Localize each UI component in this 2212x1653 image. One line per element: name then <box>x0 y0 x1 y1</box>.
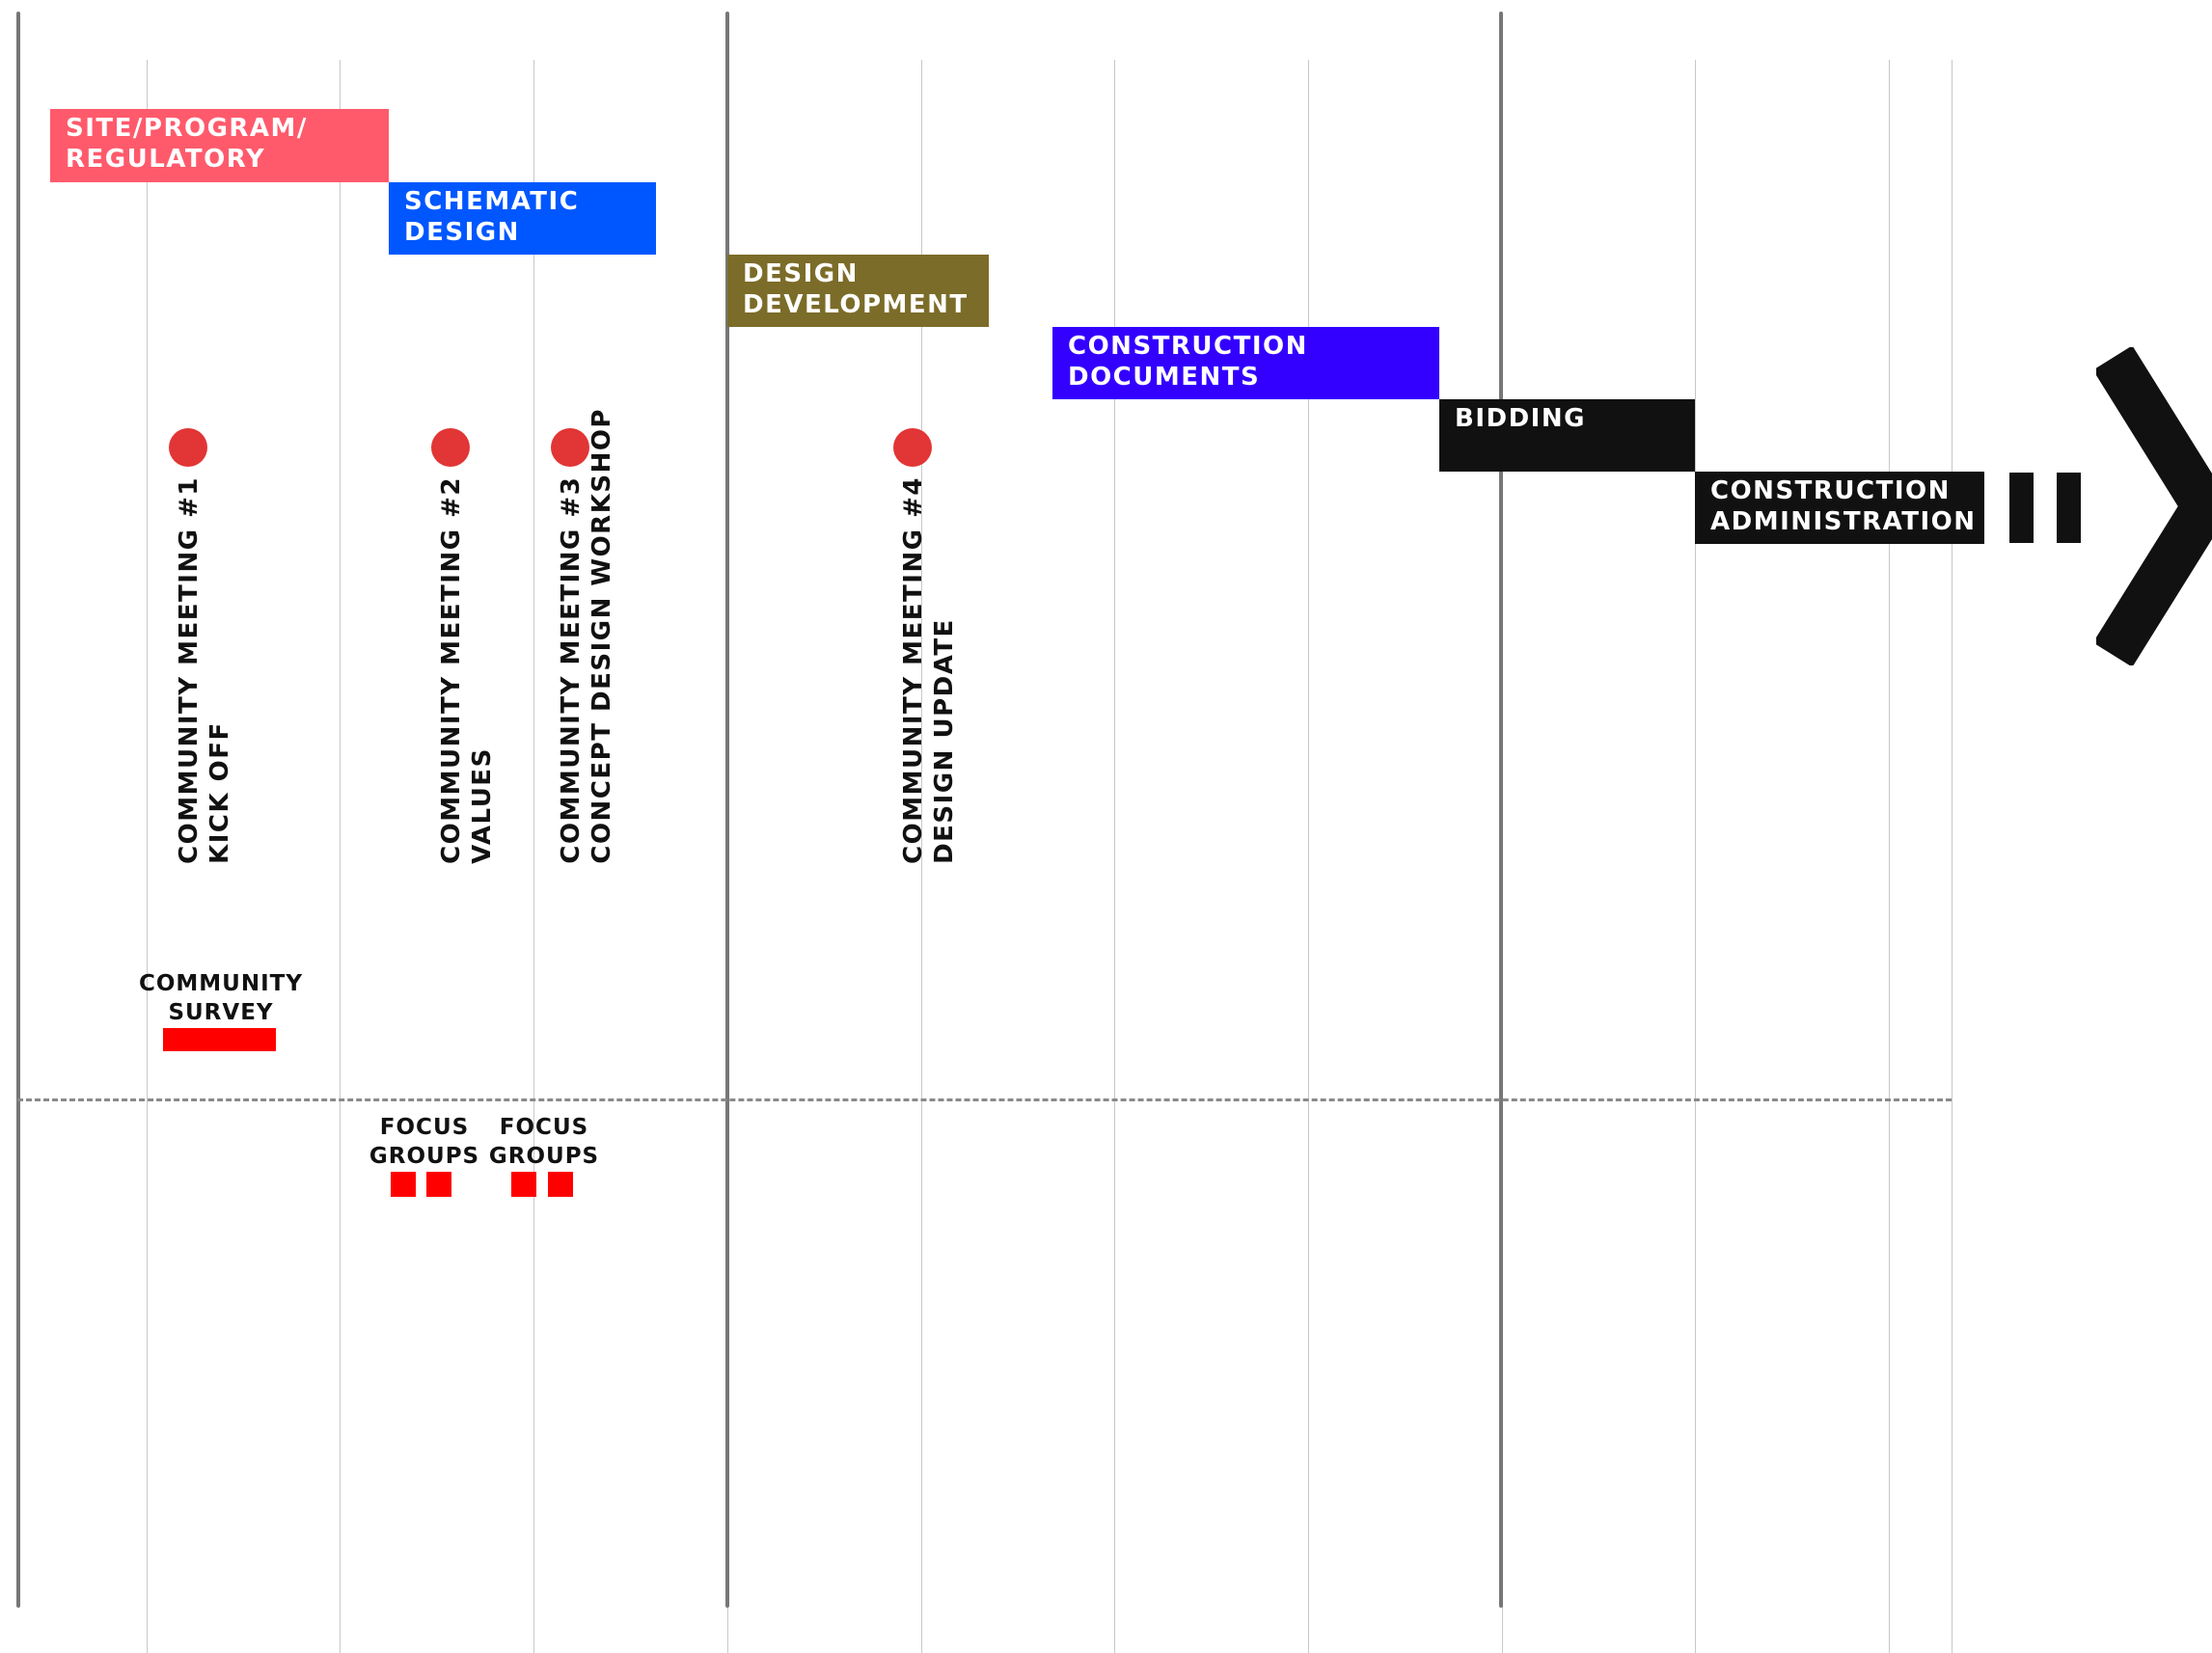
grid-line <box>1889 60 1890 1653</box>
focus-group-block <box>391 1172 416 1197</box>
phase-label-line1: SCHEMATIC <box>404 187 580 216</box>
meeting-title: COMMUNITY MEETING #2 <box>437 476 466 864</box>
phase-label-line2: DEVELOPMENT <box>743 290 969 319</box>
meeting-subtitle: CONCEPT DESIGN WORKSHOP <box>587 408 616 864</box>
grid-line <box>1114 60 1115 1653</box>
grid-line <box>1308 60 1309 1653</box>
focus-group-line2: GROUPS <box>369 1144 480 1169</box>
grid-line <box>1695 60 1696 1653</box>
meeting-dot <box>169 428 207 467</box>
focus-group-label <box>362 1113 487 1171</box>
meeting-dot <box>893 428 932 467</box>
meeting-label-2 <box>436 476 498 864</box>
survey-label <box>114 969 328 1027</box>
phase-label-line1: CONSTRUCTION <box>1068 332 1308 361</box>
meeting-title: COMMUNITY MEETING #4 <box>899 476 928 864</box>
phase-design-development <box>727 255 989 327</box>
major-divider <box>725 12 729 1608</box>
meeting-subtitle: KICK OFF <box>205 721 234 864</box>
meeting-label-1 <box>174 476 235 864</box>
phase-label-line2: DESIGN <box>404 218 520 247</box>
phase-bidding <box>1439 399 1695 472</box>
phase-schematic-design <box>389 182 656 255</box>
survey-line1: COMMUNITY <box>138 971 304 996</box>
major-divider <box>16 12 20 1608</box>
phase-label-line1: DESIGN <box>743 259 859 288</box>
phase-site-program-regulatory <box>50 109 389 182</box>
meeting-label-3 <box>556 408 617 864</box>
chevron-right-icon <box>2096 347 2212 665</box>
focus-group-block <box>511 1172 536 1197</box>
meeting-title: COMMUNITY MEETING #1 <box>175 476 204 864</box>
meeting-subtitle: VALUES <box>468 747 497 864</box>
grid-line <box>340 60 341 1653</box>
focus-group-label <box>481 1113 607 1171</box>
phase-construction-documents <box>1052 327 1439 399</box>
dashed-divider <box>17 1098 1952 1101</box>
grid-line <box>147 60 148 1653</box>
survey-line2: SURVEY <box>168 1000 274 1025</box>
phase-label-line2: REGULATORY <box>66 145 266 174</box>
focus-group-block <box>548 1172 573 1197</box>
major-divider <box>1499 12 1503 1608</box>
phase-label-line1: BIDDING <box>1455 404 1586 433</box>
focus-group-block <box>426 1172 451 1197</box>
grid-line <box>1952 60 1953 1653</box>
meeting-label-4 <box>898 476 960 864</box>
meeting-dot <box>431 428 470 467</box>
meeting-subtitle: DESIGN UPDATE <box>930 618 959 864</box>
phase-label-line2: ADMINISTRATION <box>1710 507 1977 536</box>
phase-label-line1: CONSTRUCTION <box>1710 476 1951 505</box>
focus-group-line1: FOCUS <box>499 1115 589 1140</box>
phase-construction-administration <box>1695 472 1984 544</box>
phase-label-line1: SITE/PROGRAM/ <box>66 114 308 143</box>
focus-group-line1: FOCUS <box>379 1115 470 1140</box>
arrow-bar <box>2009 473 2034 543</box>
arrow-bar <box>2057 473 2081 543</box>
grid-line <box>533 60 534 1653</box>
meeting-title: COMMUNITY MEETING #3 <box>557 476 586 864</box>
phase-label-line2: DOCUMENTS <box>1068 363 1261 392</box>
survey-bar <box>163 1028 276 1051</box>
focus-group-line2: GROUPS <box>488 1144 600 1169</box>
